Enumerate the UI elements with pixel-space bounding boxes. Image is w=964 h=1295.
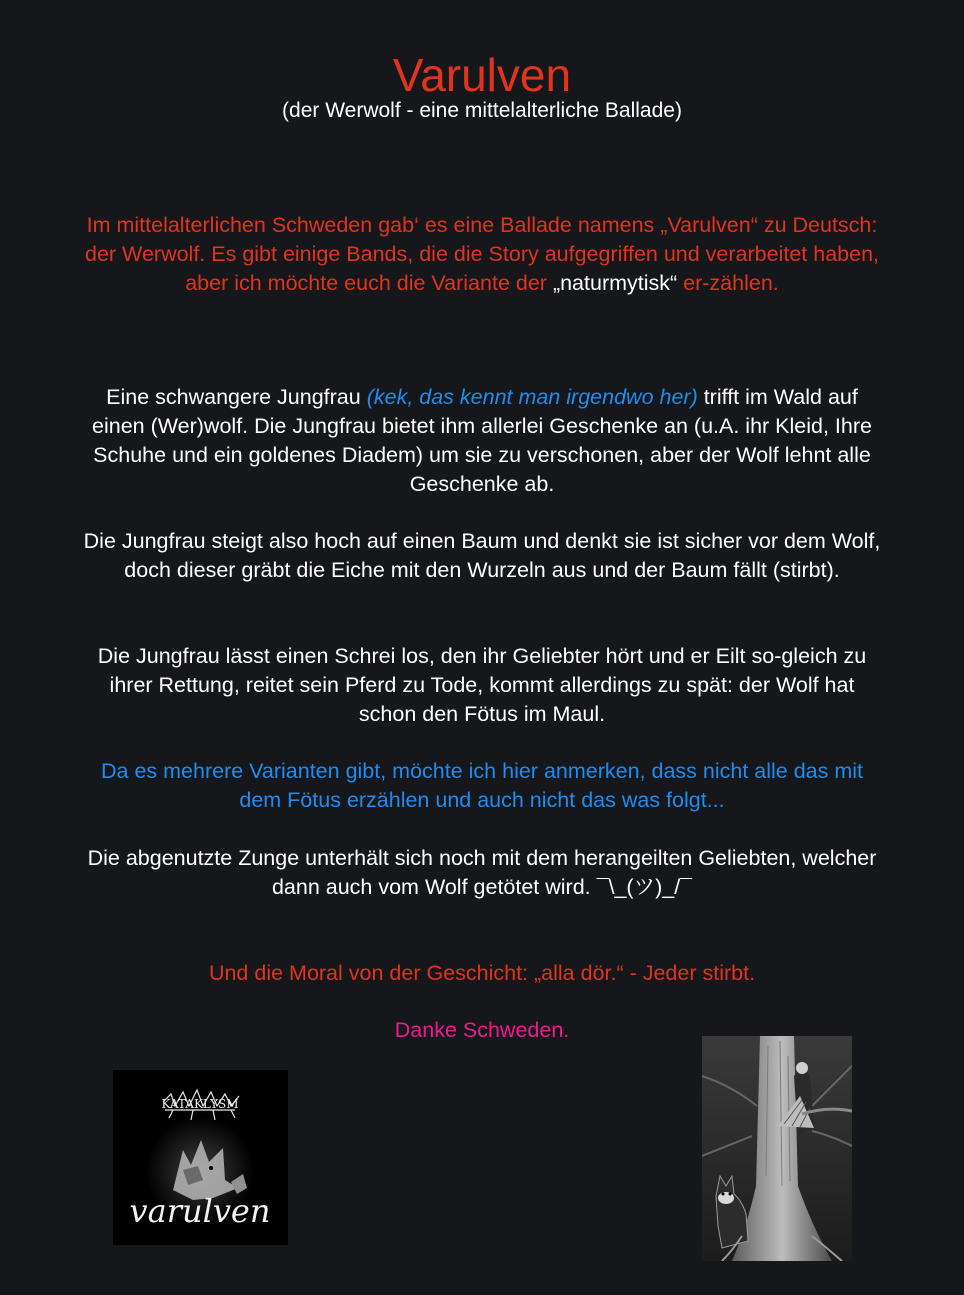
intro-paragraph: [80, 211, 884, 298]
album-cover-image: [113, 1070, 288, 1245]
illustration-art: [702, 1036, 852, 1261]
intro-text-end: er-zählen.: [677, 271, 779, 295]
intro-highlight: „naturmytisk“: [552, 271, 678, 295]
story-paragraph-2: Die Jungfrau steigt also hoch auf einen Baum und denkt sie ist sicher vor dem Wolf, doch dieser gräbt die Eiche mit den Wurzeln aus und der Baum fällt (stirbt).: [83, 529, 881, 582]
story-p1-end: trifft im Wald auf einen (Wer)wolf. Die Jungfrau bietet ihm allerlei Geschenke an (u.A. ihr Kleid, Ihre Schuhe und ein goldenes Diadem) um sie zu verschonen, aber der Wolf lehnt alle Geschenke ab.: [92, 385, 872, 496]
intro-text: Im mittelalterlichen Schweden gab‘ es eine Ballade namens „Varulven“ zu Deutsch: der Werwolf. Es gibt einige Bands, die die Story aufgegriffen und verarbeitet haben, aber ich möchte euch die Variante der: [85, 213, 879, 295]
tree-wolf-illustration: [702, 1036, 852, 1261]
page-subtitle: (der Werwolf - eine mittelalterliche Ballade): [282, 99, 682, 122]
album-cover-art: [113, 1070, 288, 1245]
variant-note: Da es mehrere Varianten gibt, möchte ich hier anmerken, dass nicht alle das mit dem Fötus erzählen und auch nicht das was folgt...: [100, 759, 864, 812]
moral-line: Und die Moral von der Geschicht: „alla dör.“ - Jeder stirbt.: [208, 961, 756, 985]
story-paragraph-1: [80, 383, 884, 499]
story-aside: (kek, das kennt man irgendwo her): [366, 385, 698, 409]
story-paragraph-3: Die Jungfrau lässt einen Schrei los, den ihr Geliebter hört und er Eilt so-gleich zu ihrer Rettung, reitet sein Pferd zu Tode, kommt allerdings zu spät: der Wolf hat schon den Fötus im Maul.: [97, 644, 867, 726]
story-paragraph-4: Die abgenutzte Zunge unterhält sich noch mit dem herangeilten Geliebten, welcher dann auch vom Wolf getötet wird. ¯\_(ツ)_/¯: [87, 846, 877, 899]
page-title: Varulven: [392, 49, 572, 101]
story-p1-start: Eine schwangere Jungfrau: [106, 385, 367, 409]
album-title-text: varulven: [129, 1192, 271, 1230]
thanks-line: Danke Schweden.: [394, 1018, 570, 1042]
album-band-logo: KATAKLYSM: [161, 1097, 239, 1111]
